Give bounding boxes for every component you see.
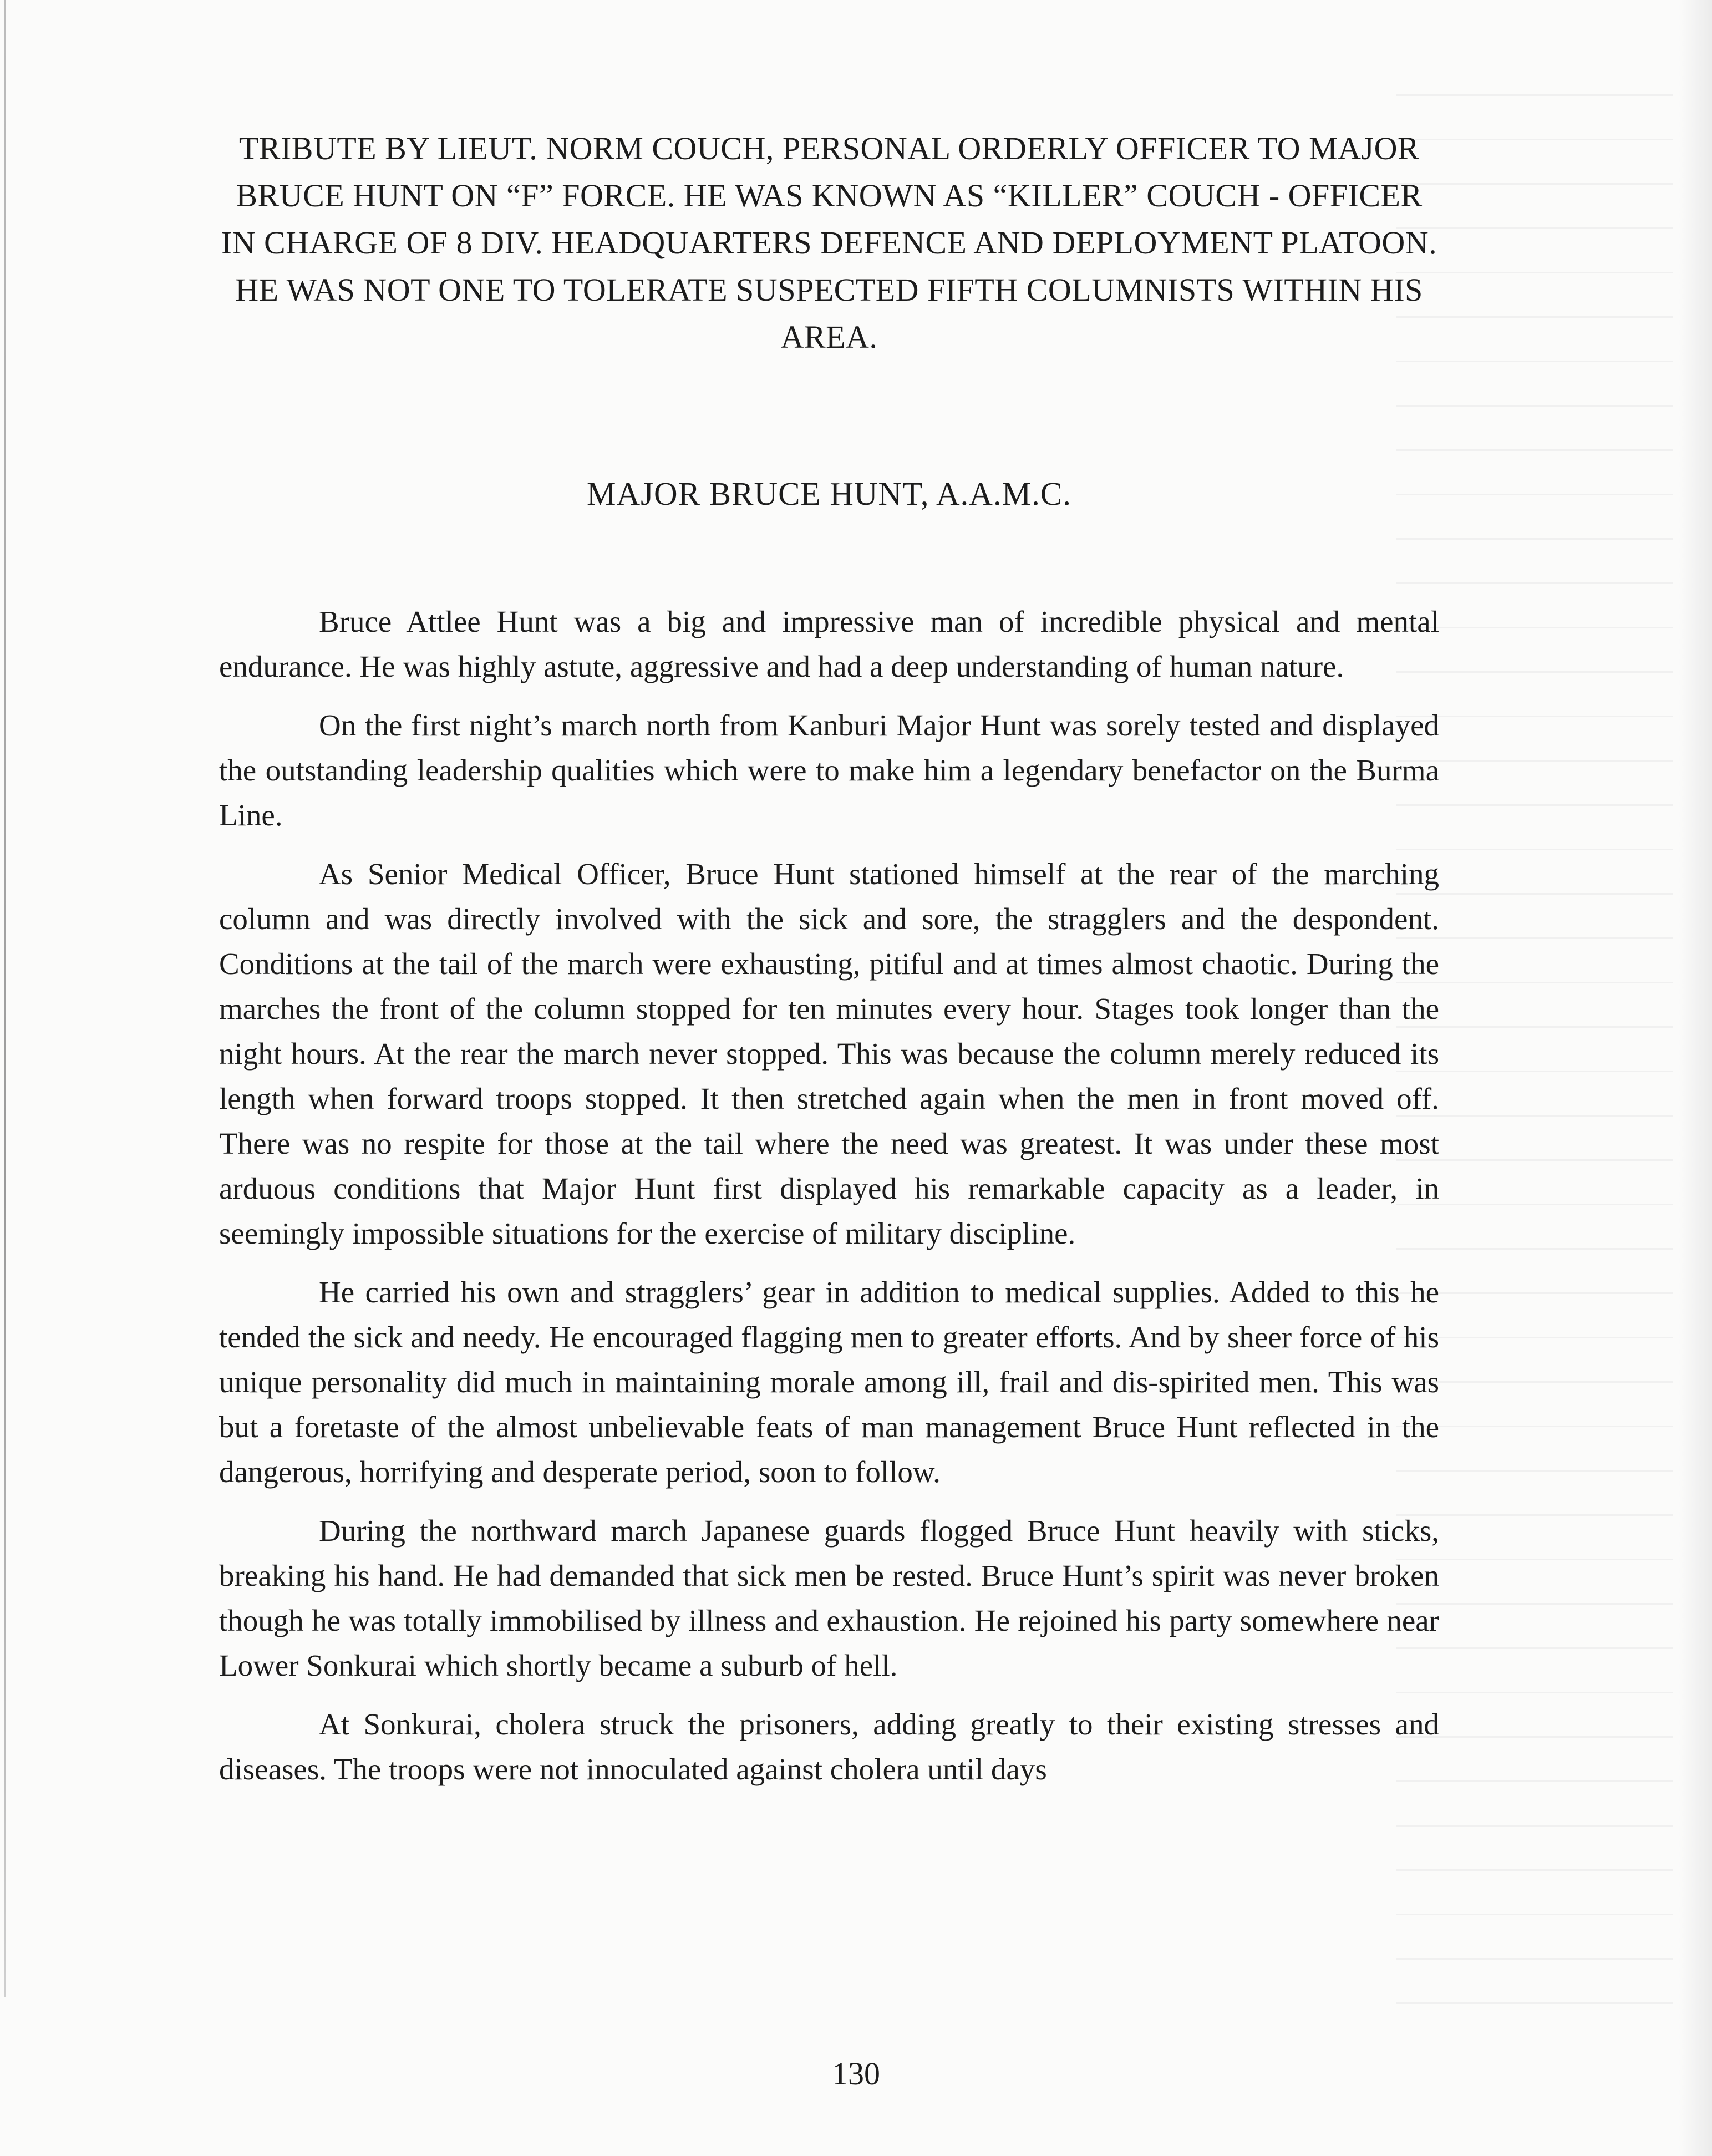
tribute-heading: TRIBUTE BY LIEUT. NORM COUCH, PERSONAL ORDERLY OFFICER TO MAJOR BRUCE HUNT ON “F” FORCE. HE WAS KNOWN AS “KILLER” COUCH - OFFICER IN CHARGE OF 8 DIV. HEADQUARTERS DEFENCE AND DEPLOYMENT PLATOON. HE WAS NOT ONE TO TOLERATE SUSPECTED FIFTH COLUMNISTS WITHIN HIS AREA. [221, 130, 1437, 355]
body-paragraph: On the first night’s march north from Kanburi Major Hunt was sorely tested and displayed the outstanding leadership qualities which were to make him a legendary benefactor on the Burma Line. [219, 708, 1439, 832]
page-edge-shadow [1679, 0, 1712, 2156]
page-binding-edge [4, 0, 6, 1997]
body-paragraph: During the northward march Japanese guards flogged Bruce Hunt heavily with sticks, breaking his hand. He had demanded that sick men be rested. Bruce Hunt’s spirit was never broken though he was totally immobilised by illness and exhaustion. He rejoined his party somewhere near Lower Sonkurai which shortly became a suburb of hell. [219, 1514, 1439, 1682]
page-number: 130 [832, 2056, 880, 2092]
body-paragraph: As Senior Medical Officer, Bruce Hunt stationed himself at the rear of the marching column and was directly involved with the sick and sore, the stragglers and the despondent. Conditions at the tail of the march were exhausting, pitiful and at times almost chaotic. During the marches the front of the column stopped for ten minutes every hour. Stages took longer than the night hours. At the rear the march never stopped. This was because the column merely reduced its length when forward troops stopped. It then stretched again when the men in front moved off. There was no respite for those at the tail where the need was greatest. It was under these most arduous conditions that Major Hunt first displayed his remarkable capacity as a leader, in seemingly impossible situations for the exercise of military discipline. [219, 857, 1439, 1250]
body-paragraph: He carried his own and stragglers’ gear in addition to medical supplies. Added to this he tended the sick and needy. He encouraged flagging men to greater efforts. And by sheer force of his unique personality did much in maintaining morale among ill, frail and dis-spirited men. This was but a foretaste of the almost unbelievable feats of man management Bruce Hunt reflected in the dangerous, horrifying and desperate period, soon to follow. [219, 1275, 1439, 1489]
article-title: MAJOR BRUCE HUNT, A.A.M.C. [587, 475, 1071, 512]
body-paragraph: Bruce Attlee Hunt was a big and impressive man of incredible physical and mental endurance. He was highly astute, aggressive and had a deep understanding of human nature. [219, 605, 1439, 683]
body-paragraph: At Sonkurai, cholera struck the prisoners, adding greatly to their existing stresses and diseases. The troops were not innoculated against cholera until days [219, 1707, 1439, 1786]
text-column [219, 125, 1439, 1805]
